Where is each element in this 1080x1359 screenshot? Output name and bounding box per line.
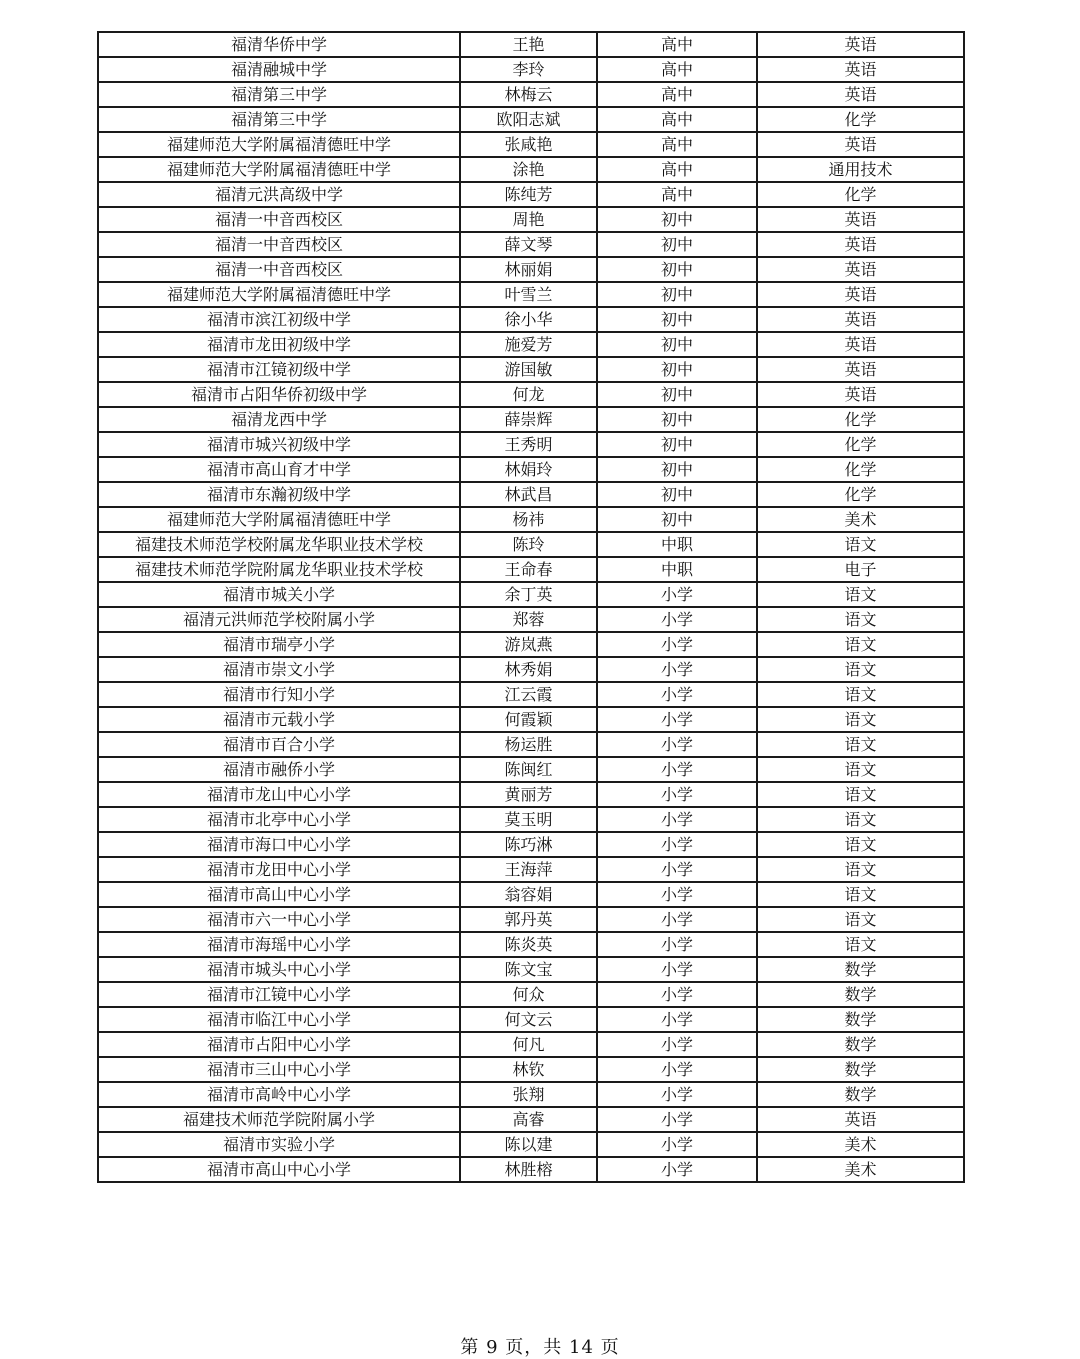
subject-cell: 英语	[757, 382, 964, 407]
school-cell: 福清市高岭中心小学	[98, 1082, 460, 1107]
school-cell: 福清一中音西校区	[98, 257, 460, 282]
level-cell: 小学	[597, 732, 757, 757]
level-cell: 小学	[597, 957, 757, 982]
teacher-name-cell: 郑蓉	[460, 607, 597, 632]
subject-cell: 英语	[757, 232, 964, 257]
subject-cell: 电子	[757, 557, 964, 582]
school-cell: 福清元洪高级中学	[98, 182, 460, 207]
table-row	[98, 432, 964, 457]
level-cell: 初中	[597, 357, 757, 382]
teacher-name-cell: 杨祎	[460, 507, 597, 532]
school-cell: 福建师范大学附属福清德旺中学	[98, 132, 460, 157]
subject-cell: 英语	[757, 307, 964, 332]
teacher-name-cell: 徐小华	[460, 307, 597, 332]
teacher-name-cell: 欧阳志斌	[460, 107, 597, 132]
table-row	[98, 832, 964, 857]
school-cell: 福清元洪师范学校附属小学	[98, 607, 460, 632]
level-cell: 高中	[597, 82, 757, 107]
teacher-name-cell: 王艳	[460, 32, 597, 57]
table-row	[98, 407, 964, 432]
school-cell: 福清市崇文小学	[98, 657, 460, 682]
teacher-name-cell: 薛文琴	[460, 232, 597, 257]
teacher-name-cell: 余丁英	[460, 582, 597, 607]
teacher-name-cell: 薛崇辉	[460, 407, 597, 432]
subject-cell: 英语	[757, 82, 964, 107]
table-row	[98, 1032, 964, 1057]
subject-cell: 英语	[757, 32, 964, 57]
table-row	[98, 732, 964, 757]
level-cell: 小学	[597, 982, 757, 1007]
teacher-name-cell: 涂艳	[460, 157, 597, 182]
teacher-name-cell: 张咸艳	[460, 132, 597, 157]
table-row	[98, 782, 964, 807]
teacher-name-cell: 林秀娟	[460, 657, 597, 682]
teacher-name-cell: 陈炎英	[460, 932, 597, 957]
level-cell: 初中	[597, 332, 757, 357]
subject-cell: 英语	[757, 332, 964, 357]
subject-cell: 英语	[757, 1107, 964, 1132]
school-cell: 福清市实验小学	[98, 1132, 460, 1157]
school-cell: 福清市江镜初级中学	[98, 357, 460, 382]
table-row	[98, 382, 964, 407]
school-cell: 福清融城中学	[98, 57, 460, 82]
level-cell: 小学	[597, 1157, 757, 1182]
table-row	[98, 757, 964, 782]
school-cell: 福清市海口中心小学	[98, 832, 460, 857]
school-cell: 福建技术师范学校附属龙华职业技术学校	[98, 532, 460, 557]
table-row	[98, 257, 964, 282]
subject-cell: 英语	[757, 282, 964, 307]
school-cell: 福清市高山育才中学	[98, 457, 460, 482]
school-cell: 福清市海瑶中心小学	[98, 932, 460, 957]
school-cell: 福建师范大学附属福清德旺中学	[98, 157, 460, 182]
school-cell: 福清市龙山中心小学	[98, 782, 460, 807]
teacher-name-cell: 林钦	[460, 1057, 597, 1082]
table-row	[98, 707, 964, 732]
school-cell: 福清市城头中心小学	[98, 957, 460, 982]
level-cell: 小学	[597, 1007, 757, 1032]
school-cell: 福清市元载小学	[98, 707, 460, 732]
teacher-name-cell: 翁容娟	[460, 882, 597, 907]
subject-cell: 美术	[757, 507, 964, 532]
table-row	[98, 857, 964, 882]
teacher-name-cell: 高睿	[460, 1107, 597, 1132]
subject-cell: 语文	[757, 657, 964, 682]
level-cell: 高中	[597, 182, 757, 207]
level-cell: 小学	[597, 782, 757, 807]
level-cell: 高中	[597, 32, 757, 57]
teacher-name-cell: 陈闽红	[460, 757, 597, 782]
level-cell: 小学	[597, 1082, 757, 1107]
school-cell: 福清市滨江初级中学	[98, 307, 460, 332]
table-row	[98, 32, 964, 57]
table-row	[98, 532, 964, 557]
table-row	[98, 582, 964, 607]
level-cell: 中职	[597, 557, 757, 582]
table-row	[98, 182, 964, 207]
school-cell: 福清市高山中心小学	[98, 882, 460, 907]
level-cell: 初中	[597, 257, 757, 282]
subject-cell: 语文	[757, 782, 964, 807]
teacher-name-cell: 郭丹英	[460, 907, 597, 932]
teacher-name-cell: 张翔	[460, 1082, 597, 1107]
level-cell: 小学	[597, 807, 757, 832]
level-cell: 小学	[597, 707, 757, 732]
level-cell: 小学	[597, 607, 757, 632]
subject-cell: 语文	[757, 832, 964, 857]
school-cell: 福清一中音西校区	[98, 207, 460, 232]
teacher-name-cell: 黄丽芳	[460, 782, 597, 807]
table-row	[98, 157, 964, 182]
school-cell: 福清市龙田中心小学	[98, 857, 460, 882]
teacher-name-cell: 王秀明	[460, 432, 597, 457]
teacher-name-cell: 游国敏	[460, 357, 597, 382]
teacher-name-cell: 陈纯芳	[460, 182, 597, 207]
table-row	[98, 632, 964, 657]
level-cell: 小学	[597, 632, 757, 657]
table-row	[98, 1082, 964, 1107]
subject-cell: 语文	[757, 732, 964, 757]
school-cell: 福清市东瀚初级中学	[98, 482, 460, 507]
level-cell: 中职	[597, 532, 757, 557]
teacher-name-cell: 施爱芳	[460, 332, 597, 357]
teacher-name-cell: 江云霞	[460, 682, 597, 707]
subject-cell: 语文	[757, 607, 964, 632]
school-cell: 福清市占阳华侨初级中学	[98, 382, 460, 407]
subject-cell: 语文	[757, 857, 964, 882]
table-row	[98, 82, 964, 107]
level-cell: 初中	[597, 282, 757, 307]
level-cell: 初中	[597, 307, 757, 332]
table-row	[98, 1132, 964, 1157]
school-cell: 福清市占阳中心小学	[98, 1032, 460, 1057]
subject-cell: 语文	[757, 532, 964, 557]
table-row	[98, 607, 964, 632]
school-cell: 福建师范大学附属福清德旺中学	[98, 507, 460, 532]
level-cell: 小学	[597, 582, 757, 607]
table-row	[98, 907, 964, 932]
teacher-name-cell: 王海萍	[460, 857, 597, 882]
table-row	[98, 882, 964, 907]
teacher-roster-table	[97, 31, 965, 1183]
school-cell: 福清华侨中学	[98, 32, 460, 57]
level-cell: 小学	[597, 757, 757, 782]
table-row	[98, 1107, 964, 1132]
school-cell: 福清市百合小学	[98, 732, 460, 757]
subject-cell: 语文	[757, 907, 964, 932]
subject-cell: 化学	[757, 457, 964, 482]
subject-cell: 语文	[757, 707, 964, 732]
level-cell: 小学	[597, 682, 757, 707]
subject-cell: 英语	[757, 132, 964, 157]
table-row	[98, 682, 964, 707]
table-row	[98, 282, 964, 307]
table-row	[98, 57, 964, 82]
table-row	[98, 107, 964, 132]
teacher-name-cell: 杨运胜	[460, 732, 597, 757]
table-row	[98, 982, 964, 1007]
teacher-name-cell: 何众	[460, 982, 597, 1007]
level-cell: 小学	[597, 1107, 757, 1132]
teacher-name-cell: 林胜榕	[460, 1157, 597, 1182]
school-cell: 福清市北亭中心小学	[98, 807, 460, 832]
level-cell: 初中	[597, 457, 757, 482]
level-cell: 小学	[597, 857, 757, 882]
table-row	[98, 307, 964, 332]
level-cell: 初中	[597, 232, 757, 257]
table-row	[98, 457, 964, 482]
school-cell: 福清龙西中学	[98, 407, 460, 432]
subject-cell: 英语	[757, 257, 964, 282]
level-cell: 初中	[597, 432, 757, 457]
table-row	[98, 482, 964, 507]
subject-cell: 通用技术	[757, 157, 964, 182]
table-row	[98, 557, 964, 582]
level-cell: 小学	[597, 907, 757, 932]
school-cell: 福清市三山中心小学	[98, 1057, 460, 1082]
teacher-name-cell: 林梅云	[460, 82, 597, 107]
subject-cell: 语文	[757, 932, 964, 957]
teacher-name-cell: 陈以建	[460, 1132, 597, 1157]
level-cell: 初中	[597, 407, 757, 432]
school-cell: 福清一中音西校区	[98, 232, 460, 257]
level-cell: 初中	[597, 482, 757, 507]
roster-body	[98, 32, 964, 1182]
teacher-name-cell: 何霞颖	[460, 707, 597, 732]
school-cell: 福清市城兴初级中学	[98, 432, 460, 457]
subject-cell: 化学	[757, 482, 964, 507]
subject-cell: 语文	[757, 582, 964, 607]
table-row	[98, 957, 964, 982]
table-row	[98, 807, 964, 832]
school-cell: 福清市高山中心小学	[98, 1157, 460, 1182]
table-row	[98, 332, 964, 357]
level-cell: 高中	[597, 132, 757, 157]
school-cell: 福清市六一中心小学	[98, 907, 460, 932]
roster-sheet	[97, 31, 963, 1183]
table-row	[98, 132, 964, 157]
subject-cell: 数学	[757, 982, 964, 1007]
teacher-name-cell: 林丽娟	[460, 257, 597, 282]
level-cell: 小学	[597, 832, 757, 857]
table-row	[98, 1157, 964, 1182]
table-row	[98, 232, 964, 257]
table-row	[98, 1057, 964, 1082]
school-cell: 福清市城关小学	[98, 582, 460, 607]
level-cell: 高中	[597, 157, 757, 182]
table-row	[98, 207, 964, 232]
school-cell: 福清市瑞亭小学	[98, 632, 460, 657]
subject-cell: 英语	[757, 357, 964, 382]
subject-cell: 数学	[757, 1082, 964, 1107]
table-row	[98, 657, 964, 682]
teacher-name-cell: 何文云	[460, 1007, 597, 1032]
level-cell: 初中	[597, 207, 757, 232]
school-cell: 福清市行知小学	[98, 682, 460, 707]
school-cell: 福清市临江中心小学	[98, 1007, 460, 1032]
subject-cell: 美术	[757, 1157, 964, 1182]
subject-cell: 英语	[757, 57, 964, 82]
teacher-name-cell: 李玲	[460, 57, 597, 82]
level-cell: 高中	[597, 57, 757, 82]
level-cell: 小学	[597, 882, 757, 907]
teacher-name-cell: 何龙	[460, 382, 597, 407]
teacher-name-cell: 何凡	[460, 1032, 597, 1057]
subject-cell: 语文	[757, 807, 964, 832]
level-cell: 高中	[597, 107, 757, 132]
teacher-name-cell: 林娟玲	[460, 457, 597, 482]
subject-cell: 语文	[757, 882, 964, 907]
teacher-name-cell: 陈巧淋	[460, 832, 597, 857]
level-cell: 初中	[597, 507, 757, 532]
school-cell: 福清第三中学	[98, 107, 460, 132]
table-row	[98, 932, 964, 957]
teacher-name-cell: 王命春	[460, 557, 597, 582]
subject-cell: 化学	[757, 182, 964, 207]
level-cell: 小学	[597, 932, 757, 957]
table-row	[98, 507, 964, 532]
level-cell: 小学	[597, 1032, 757, 1057]
subject-cell: 数学	[757, 1032, 964, 1057]
level-cell: 小学	[597, 1057, 757, 1082]
subject-cell: 美术	[757, 1132, 964, 1157]
school-cell: 福建师范大学附属福清德旺中学	[98, 282, 460, 307]
teacher-name-cell: 陈文宝	[460, 957, 597, 982]
page-number: 第 9 页，共 14 页	[460, 1337, 620, 1358]
table-row	[98, 1007, 964, 1032]
school-cell: 福建技术师范学院附属小学	[98, 1107, 460, 1132]
table-row	[98, 357, 964, 382]
school-cell: 福建技术师范学院附属龙华职业技术学校	[98, 557, 460, 582]
subject-cell: 语文	[757, 632, 964, 657]
teacher-name-cell: 叶雪兰	[460, 282, 597, 307]
level-cell: 初中	[597, 382, 757, 407]
teacher-name-cell: 林武昌	[460, 482, 597, 507]
subject-cell: 英语	[757, 207, 964, 232]
subject-cell: 化学	[757, 432, 964, 457]
level-cell: 小学	[597, 657, 757, 682]
teacher-name-cell: 游岚燕	[460, 632, 597, 657]
subject-cell: 化学	[757, 407, 964, 432]
school-cell: 福清市江镜中心小学	[98, 982, 460, 1007]
subject-cell: 语文	[757, 757, 964, 782]
school-cell: 福清市龙田初级中学	[98, 332, 460, 357]
school-cell: 福清市融侨小学	[98, 757, 460, 782]
teacher-name-cell: 周艳	[460, 207, 597, 232]
teacher-name-cell: 莫玉明	[460, 807, 597, 832]
subject-cell: 数学	[757, 957, 964, 982]
subject-cell: 数学	[757, 1057, 964, 1082]
level-cell: 小学	[597, 1132, 757, 1157]
subject-cell: 数学	[757, 1007, 964, 1032]
teacher-name-cell: 陈玲	[460, 532, 597, 557]
subject-cell: 语文	[757, 682, 964, 707]
school-cell: 福清第三中学	[98, 82, 460, 107]
subject-cell: 化学	[757, 107, 964, 132]
